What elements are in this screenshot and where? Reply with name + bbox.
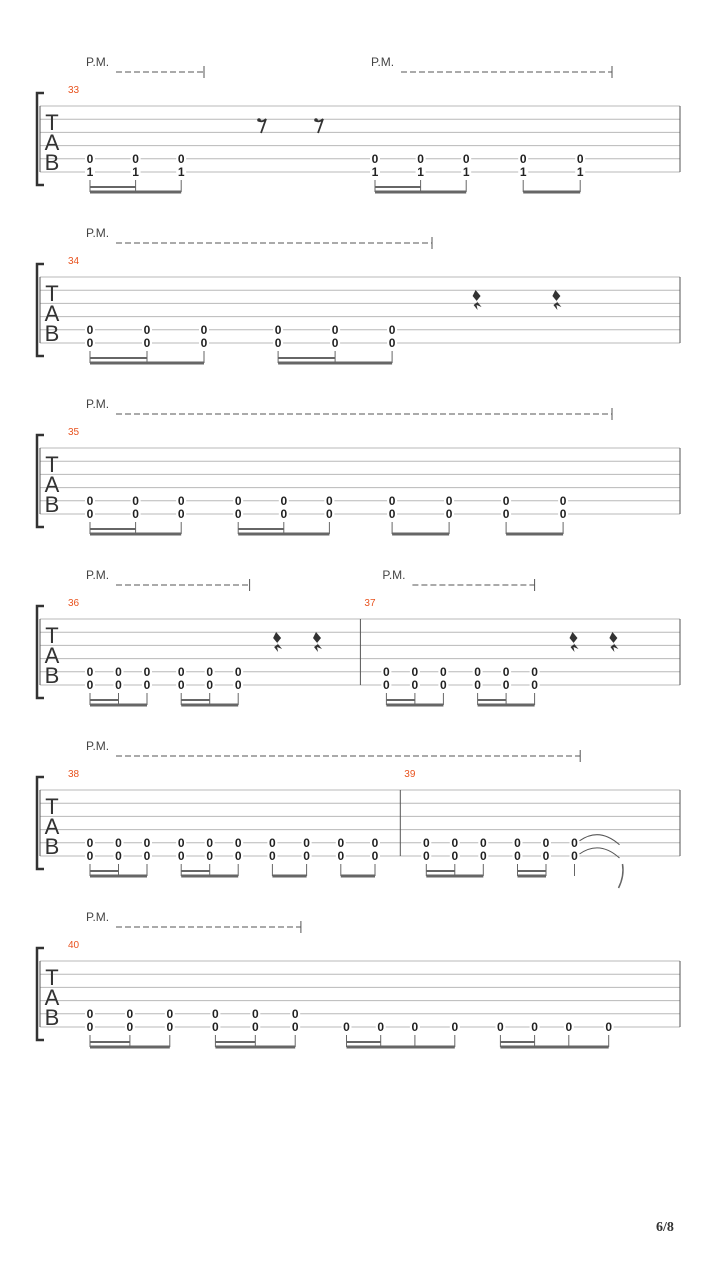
- fret-number: 0: [303, 835, 310, 850]
- measure-number: 35: [68, 427, 80, 438]
- fret-number: 0: [451, 835, 459, 850]
- fret-number: 0: [143, 322, 151, 337]
- fret-number: 0: [326, 493, 333, 508]
- tab-clef-letter: B: [44, 492, 60, 517]
- fret-number: 0: [212, 1020, 219, 1034]
- tab-clef-letter: A: [44, 301, 60, 326]
- fret-number: 0: [383, 678, 390, 692]
- fret-number: 0: [291, 1006, 299, 1021]
- fret-number: 0: [422, 849, 430, 863]
- fret-number: 0: [411, 1020, 419, 1034]
- fret-number: 0: [377, 1020, 385, 1034]
- tab-clef-letter: B: [44, 663, 60, 688]
- fret-number: 0: [132, 507, 139, 521]
- fret-number: 1: [86, 165, 94, 179]
- fret-number: 0: [388, 322, 396, 337]
- fret-number: 0: [143, 664, 151, 679]
- tab-clef-letter: T: [45, 452, 59, 477]
- fret-number: 0: [388, 507, 396, 521]
- fret-number: 0: [422, 835, 430, 850]
- fret-number: 0: [206, 664, 214, 679]
- tab-clef-letter: B: [44, 321, 60, 346]
- fret-number: 0: [451, 1020, 459, 1034]
- fret-number: 1: [371, 165, 379, 179]
- fret-number: 0: [519, 151, 527, 166]
- palm-mute-label: P.M.: [86, 397, 110, 411]
- fret-number: 0: [234, 493, 242, 508]
- fret-number: 0: [497, 1020, 504, 1034]
- tab-clef-letter: A: [44, 472, 60, 497]
- fret-number: 0: [371, 835, 379, 850]
- fret-number: 0: [132, 151, 139, 166]
- fret-number: 0: [234, 835, 242, 850]
- fret-number: 0: [571, 835, 578, 850]
- quarter-rest: [473, 290, 482, 310]
- fret-number: 0: [274, 336, 282, 350]
- fret-number: 0: [166, 1020, 174, 1034]
- fret-number: 0: [86, 151, 94, 166]
- fret-number: 0: [143, 678, 151, 692]
- fret-number: 0: [177, 664, 185, 679]
- fret-number: 0: [200, 322, 208, 337]
- fret-number: 0: [126, 1006, 134, 1021]
- fret-number: 0: [234, 664, 242, 679]
- fret-number: 0: [383, 664, 390, 679]
- fret-number: 0: [132, 493, 139, 508]
- fret-number: 0: [126, 1020, 134, 1034]
- fret-number: 0: [514, 835, 521, 850]
- fret-number: 0: [605, 1020, 613, 1034]
- fret-number: 0: [269, 849, 276, 863]
- fret-number: 0: [86, 678, 94, 692]
- fret-number: 0: [514, 849, 521, 863]
- fret-number: 0: [371, 151, 379, 166]
- fret-number: 0: [115, 678, 122, 692]
- fret-number: 0: [559, 507, 567, 521]
- fret-number: 0: [411, 678, 419, 692]
- fret-number: 0: [206, 835, 214, 850]
- fret-number: 0: [177, 151, 185, 166]
- tab-clef-letter: T: [45, 110, 59, 135]
- fret-number: 0: [445, 507, 453, 521]
- fret-number: 0: [280, 493, 288, 508]
- fret-number: 0: [143, 336, 151, 350]
- fret-number: 0: [177, 849, 185, 863]
- fret-number: 0: [86, 336, 94, 350]
- fret-number: 0: [303, 849, 310, 863]
- measure-number: 34: [68, 256, 80, 267]
- palm-mute-label: P.M.: [86, 55, 110, 69]
- tab-clef-letter: T: [45, 965, 59, 990]
- fret-number: 0: [343, 1020, 350, 1034]
- fret-number: 0: [576, 151, 584, 166]
- fret-number: 0: [251, 1020, 259, 1034]
- fret-number: 0: [411, 664, 419, 679]
- tab-clef-letter: T: [45, 794, 59, 819]
- fret-number: 0: [86, 493, 94, 508]
- tab-clef-letter: B: [44, 1005, 60, 1030]
- tab-clef-letter: B: [44, 834, 60, 859]
- eighth-rest-dot: [257, 118, 261, 122]
- palm-mute-label: P.M.: [86, 226, 110, 240]
- eighth-rest-dot: [314, 118, 318, 122]
- fret-number: 0: [234, 849, 242, 863]
- fret-number: 0: [479, 849, 487, 863]
- fret-number: 0: [177, 835, 185, 850]
- tab-clef-letter: A: [44, 985, 60, 1010]
- fret-number: 0: [115, 664, 122, 679]
- fret-number: 0: [86, 322, 94, 337]
- fret-number: 1: [177, 165, 185, 179]
- fret-number: 0: [177, 493, 185, 508]
- fret-number: 0: [234, 507, 242, 521]
- fret-number: 0: [115, 849, 122, 863]
- quarter-rest: [273, 632, 282, 652]
- fret-number: 0: [479, 835, 487, 850]
- fret-number: 0: [251, 1006, 259, 1021]
- fret-number: 0: [143, 849, 151, 863]
- tab-clef-letter: T: [45, 623, 59, 648]
- fret-number: 0: [388, 336, 396, 350]
- measure-number: 37: [364, 598, 376, 609]
- fret-number: 0: [212, 1006, 219, 1021]
- fret-number: 0: [143, 835, 151, 850]
- fret-number: 0: [234, 678, 242, 692]
- fret-number: 0: [274, 322, 282, 337]
- fret-number: 1: [519, 165, 527, 179]
- quarter-rest: [313, 632, 322, 652]
- fret-number: 0: [177, 507, 185, 521]
- measure-number: 33: [68, 85, 80, 96]
- fret-number: 0: [571, 849, 578, 863]
- tab-clef-letter: B: [44, 150, 60, 175]
- fret-number: 0: [531, 678, 538, 692]
- fret-number: 0: [115, 835, 122, 850]
- fret-number: 0: [86, 1020, 94, 1034]
- tab-clef-letter: A: [44, 643, 60, 668]
- quarter-rest: [570, 632, 579, 652]
- fret-number: 1: [462, 165, 470, 179]
- fret-number: 0: [206, 849, 214, 863]
- measure-number: 38: [68, 769, 80, 780]
- fret-number: 0: [166, 1006, 174, 1021]
- fret-number: 1: [417, 165, 424, 179]
- palm-mute-label: P.M.: [371, 55, 395, 69]
- palm-mute-label: P.M.: [86, 739, 110, 753]
- fret-number: 0: [440, 678, 447, 692]
- fret-number: 0: [200, 336, 208, 350]
- fret-number: 0: [177, 678, 185, 692]
- fret-number: 0: [502, 678, 510, 692]
- measure-number: 40: [68, 940, 80, 951]
- fret-number: 0: [371, 849, 379, 863]
- fret-number: 0: [86, 664, 94, 679]
- fret-number: 0: [502, 664, 510, 679]
- fret-number: 0: [86, 849, 94, 863]
- tab-clef-letter: T: [45, 281, 59, 306]
- fret-number: 0: [388, 493, 396, 508]
- palm-mute-label: P.M.: [86, 910, 110, 924]
- fret-number: 0: [280, 507, 288, 521]
- fret-number: 0: [565, 1020, 573, 1034]
- fret-number: 0: [86, 507, 94, 521]
- fret-number: 0: [531, 1020, 538, 1034]
- quarter-rest: [552, 290, 561, 310]
- fret-number: 1: [576, 165, 584, 179]
- fret-number: 0: [474, 678, 481, 692]
- fret-number: 0: [291, 1020, 299, 1034]
- fret-number: 0: [337, 849, 345, 863]
- fret-number: 0: [531, 664, 538, 679]
- quarter-rest: [609, 632, 618, 652]
- fret-number: 0: [542, 835, 550, 850]
- measure-number: 36: [68, 598, 80, 609]
- fret-number: 0: [502, 507, 510, 521]
- fret-number: 0: [559, 493, 567, 508]
- fret-number: 0: [331, 336, 339, 350]
- fret-number: 0: [326, 507, 333, 521]
- tie-stem-flag: [619, 864, 624, 888]
- fret-number: 0: [269, 835, 276, 850]
- tab-clef-letter: A: [44, 130, 60, 155]
- fret-number: 0: [440, 664, 447, 679]
- fret-number: 0: [417, 151, 424, 166]
- page-number: 6/8: [656, 1220, 674, 1235]
- fret-number: 0: [542, 849, 550, 863]
- fret-number: 0: [451, 849, 459, 863]
- fret-number: 0: [337, 835, 345, 850]
- fret-number: 0: [474, 664, 481, 679]
- measure-number: 39: [404, 769, 416, 780]
- fret-number: 0: [86, 1006, 94, 1021]
- fret-number: 0: [462, 151, 470, 166]
- fret-number: 0: [86, 835, 94, 850]
- fret-number: 0: [206, 678, 214, 692]
- palm-mute-label: P.M.: [86, 568, 110, 582]
- fret-number: 0: [502, 493, 510, 508]
- palm-mute-label: P.M.: [382, 568, 406, 582]
- fret-number: 0: [445, 493, 453, 508]
- tab-clef-letter: A: [44, 814, 60, 839]
- fret-number: 0: [331, 322, 339, 337]
- fret-number: 1: [132, 165, 139, 179]
